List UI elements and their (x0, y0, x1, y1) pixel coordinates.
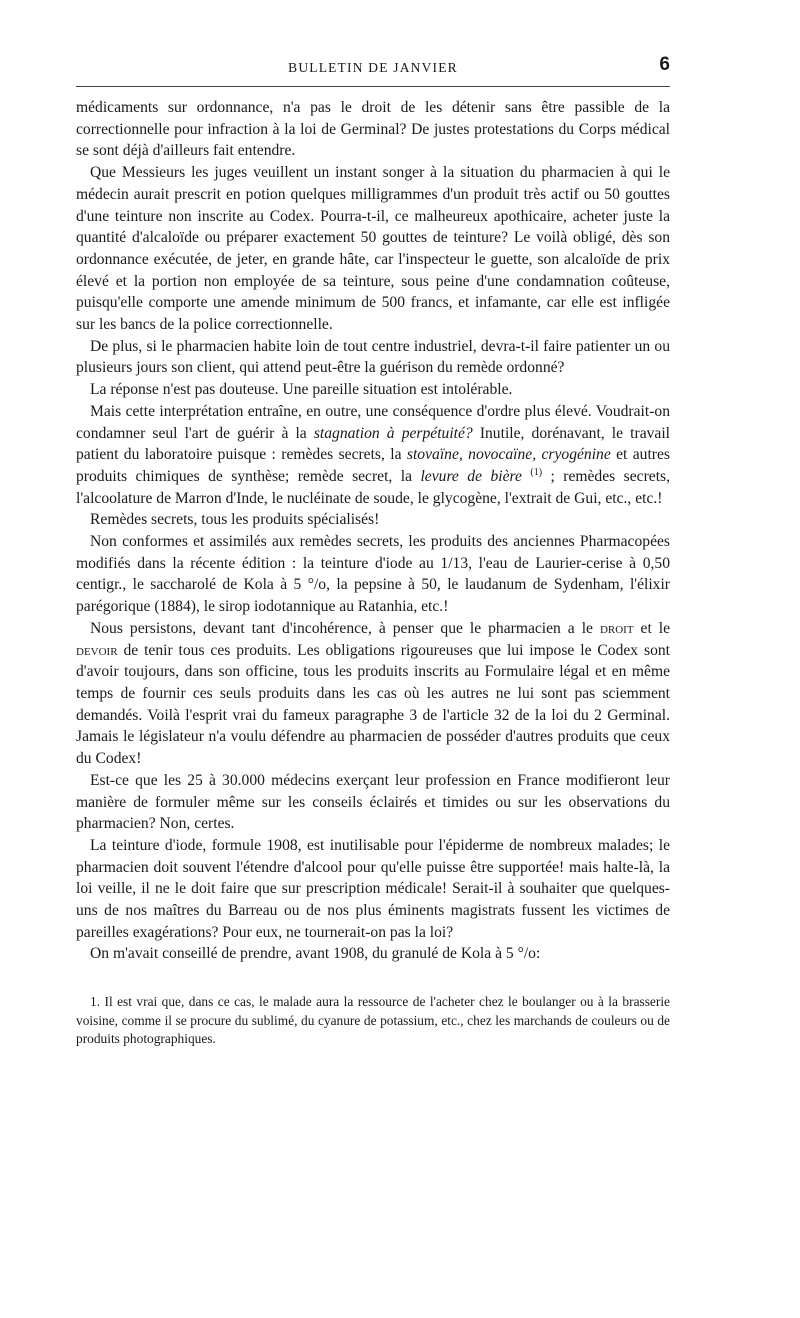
running-head: BULLETIN DE JANVIER (288, 60, 458, 75)
paragraph-3: De plus, si le pharmacien habite loin de tout centre industriel, devra-t-il faire patienter un ou plusieurs jours son client, qui attend peut-être la guérison du remède ordonné? (76, 337, 670, 377)
paragraph-11: On m'avait conseillé de prendre, avant 1908, du granulé de Kola à 5 °/o: (90, 945, 541, 963)
page-number: 6 (659, 54, 670, 75)
paragraph-5-text-3: et autres produits chimiques de synthèse; remède secret, la (76, 446, 670, 485)
paragraph-9: Est-ce que les 25 à 30.000 médecins exerçant leur profession en France modifieront leur manière de formuler même sur les conseils éclairés et timides ou sur les observations du pharmacien? Non, certes. (76, 771, 670, 833)
footnote: 1. Il est vrai que, dans ce cas, le malade aura la ressource de l'acheter chez le boulanger ou à la brasserie voisine, comme il se procure du sublimé, du cyanure de potassium, etc., chez les marchands de couleurs ou de produits photographiques. (76, 994, 670, 1047)
footnote-reference: (1) (530, 466, 543, 478)
paragraph-8-text-1: Nous persistons, devant tant d'incohérence, à penser que le pharmacien a le (90, 619, 600, 637)
paragraph-8 (76, 618, 670, 770)
header-rule (76, 86, 670, 87)
document-page (76, 52, 670, 1049)
body-text (76, 97, 670, 965)
paragraph-5-italic-1: stagnation à perpétuité? (313, 424, 473, 442)
paragraph-5-text-1: Mais cette interprétation entraîne, en outre, une conséquence d'ordre plus élevé. Voudrait-on condamner seul l'art de guérir à la (76, 402, 670, 442)
paragraph-1: médicaments sur ordonnance, n'a pas le droit de les détenir sans être passible de la correctionnelle pour infraction à la loi de Germinal? De justes protestations du Corps médical se sont déjà d'ailleurs fait entendre. (76, 99, 670, 160)
paragraph-5-text-2: Inutile, dorénavant, le travail patient du laboratoire puisque : remèdes secrets, la (76, 424, 670, 464)
paragraph-10: La teinture d'iode, formule 1908, est inutilisable pour l'épiderme de nombreux malades; le pharmacien doit souvent l'étendre d'alcool pour qu'elle puisse être supportée! mais halte-là, la loi veille, il ne le doit faire que sur prescription médicale! Serait-il à souhaiter que quelques-uns de nos maîtres du Barreau ou de nos plus éminents magistrats fussent les victimes de pareilles exagérations? Pour eux, ne tournerait-on pas la loi? (76, 836, 670, 941)
paragraph-4: La réponse n'est pas douteuse. Une pareille situation est intolérable. (90, 381, 513, 399)
paragraph-5-italic-3: levure de bière (420, 467, 522, 485)
paragraph-8-smallcaps-1: droit (599, 619, 634, 637)
paragraph-8-smallcaps-2: devoir (76, 641, 118, 659)
paragraph-8-text-3: de tenir tous ces produits. Les obligations rigoureuses que lui impose le Codex sont d'avoir toujours, dans son officine, tous les produits inscrits au Formulaire légal et en même temps de fournir ces seuls produits dans les cas où les autres ne lui sont pas sciemment demandés. Voilà l'esprit vrai du fameux paragraphe 3 de l'article 32 de la loi du 2 Germinal. Jamais le législateur n'a voulu défendre au pharmacien de posséder d'autres produits que ceux du Codex! (76, 641, 670, 768)
paragraph-8-text-2: et le (633, 619, 670, 637)
paragraph-7: Non conformes et assimilés aux remèdes secrets, les produits des anciennes Pharmacopées modifiés dans la récente édition : la teinture d'iode au 1/13, l'eau de Laurier-cerise à 0,50 centigr., le saccharolé de Kola à 5 °/o, la pepsine à 50, le laudanum de Sydenham, l'élixir parégorique (1884), le sirop iodotannique au Ratanhia, etc.! (76, 533, 670, 616)
page-header (76, 52, 670, 86)
paragraph-2: Que Messieurs les juges veuillent un instant songer à la situation du pharmacien à qui le médecin aurait prescrit en potion quelques milligrammes d'un produit très actif ou 50 gouttes d'une teinture non inscrite au Codex. Pourra-t-il, ce malheureux apothicaire, acheter juste la quantité d'alcaloïde ou préparer exactement 50 gouttes de teinture? Le voilà obligé, dès son ordonnance exécutée, de jeter, en grande hâte, car l'inspecteur le guette, son alcaloïde de prix élevé et la portion non employée de sa teinture, sous peine d'une condamnation coûteuse, puisqu'elle comporte une amende minimum de 500 francs, et infamante, car elle est infligée sur les bancs de la police correctionnelle. (76, 164, 670, 334)
paragraph-5 (76, 401, 670, 510)
paragraph-5-italic-2: stovaïne, novocaïne, cryogénine (406, 446, 611, 464)
paragraph-6: Remèdes secrets, tous les produits spécialisés! (90, 511, 380, 529)
paragraph-5-text-4: ; remèdes secrets, l'alcoolature de Marron d'Inde, le nucléinate de soude, le glycogène, l'extrait de Gui, etc., etc.! (76, 467, 670, 507)
